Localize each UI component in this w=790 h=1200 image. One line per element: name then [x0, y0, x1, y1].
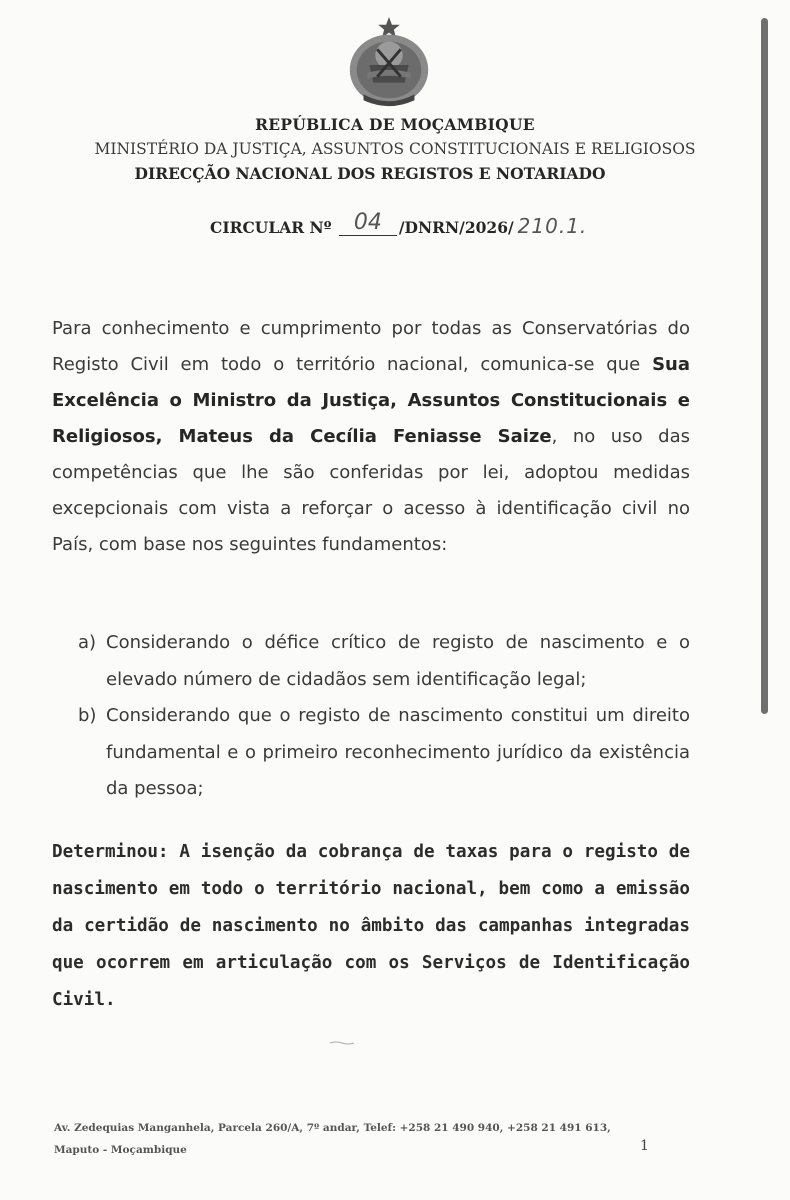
list-item-text: Considerando que o registo de nascimento constitui um direito fundamental e o primeiro reconhecimento jurídico da existência da pessoa;: [106, 705, 690, 799]
header-directorate: DIRECÇÃO NACIONAL DOS REGISTOS E NOTARIADO: [134, 164, 606, 183]
grounds-list: [78, 625, 690, 808]
list-item-text: Considerando o défice crítico de registo de nascimento e o elevado número de cidadãos sem identificação legal;: [106, 632, 690, 690]
national-emblem-icon: [340, 14, 438, 112]
vertical-scrollbar[interactable]: [761, 18, 768, 714]
intro-rest: , no uso das competências que lhe são conferidas por lei, adoptou medidas excepcionais com vista a reforçar o acesso à identificação civil no País, com base nos seguintes fundamentos:: [52, 426, 690, 555]
footer-address-line1: Av. Zedequias Manganhela, Parcela 260/A, 7º andar, Telef: +258 21 490 940, +258 21 491 613,: [54, 1122, 611, 1134]
footer-address: [54, 1117, 694, 1161]
list-item-label: a): [78, 632, 97, 653]
scan-smudge: [328, 1040, 356, 1046]
header-ministry: MINISTÉRIO DA JUSTIÇA, ASSUNTOS CONSTITUCIONAIS E RELIGIOSOS: [94, 140, 696, 158]
list-item: [78, 625, 690, 698]
footer-address-line2: Maputo - Moçambique: [54, 1144, 187, 1156]
circular-suffix: /DNRN/2026/: [398, 218, 514, 237]
circular-prefix: CIRCULAR Nº: [210, 218, 332, 237]
determination-paragraph: Determinou: A isenção da cobrança de taxas para o registo de nascimento em todo o território nacional, bem como a emissão da certidão de nascimento no âmbito das campanhas integradas que ocorrem em articulação com os Serviços de Identificação Civil.: [52, 842, 690, 1010]
minister-name: Sua Excelência o Ministro da Justiça, Assuntos Constitucionais e Religiosos, Mateus da Cecília Feniasse Saize: [52, 354, 690, 447]
header-republic: REPÚBLICA DE MOÇAMBIQUE: [255, 115, 535, 134]
circular-number: 04: [339, 210, 397, 236]
list-item-label: b): [78, 705, 97, 726]
intro-paragraph: [52, 311, 690, 563]
page-number: 1: [640, 1138, 649, 1154]
circular-handwritten-ref: 210.1.: [517, 214, 588, 238]
circular-reference: [210, 210, 588, 240]
intro-text: Para conhecimento e cumprimento por todas as Conservatórias do Registo Civil em todo o território nacional, comunica-se que: [52, 318, 690, 375]
list-item: [78, 698, 690, 808]
